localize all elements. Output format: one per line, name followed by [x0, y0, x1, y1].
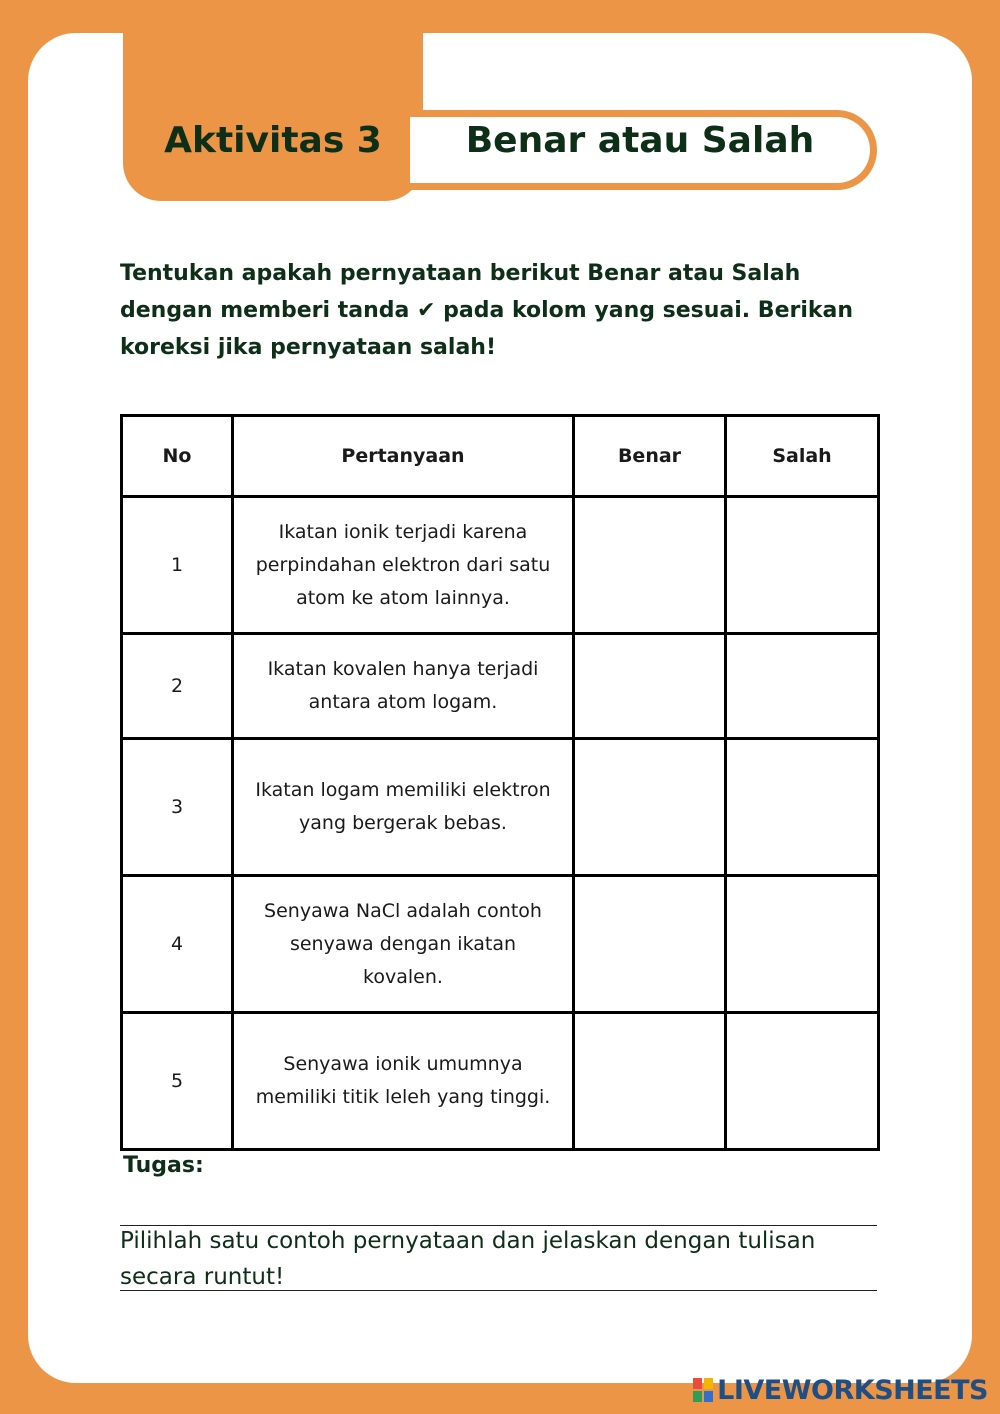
row-number: 3: [122, 739, 233, 876]
row-number: 5: [122, 1013, 233, 1150]
table-header-row: [122, 416, 879, 497]
row-number: 4: [122, 876, 233, 1013]
logo-square-yellow: [704, 1378, 713, 1389]
header-no: No: [122, 416, 233, 497]
true-false-table: [120, 414, 880, 1151]
row-number: 2: [122, 634, 233, 739]
instructions-part1: Tentukan apakah pernyataan berikut Benar atau Salah dengan memberi tanda: [120, 261, 801, 323]
table-row: [122, 876, 879, 1013]
instructions-part2: pada kolom yang sesuai. Berikan koreksi jika pernyataan salah!: [120, 298, 854, 360]
benar-cell[interactable]: [574, 497, 726, 634]
instructions: [120, 255, 880, 366]
page-title: Benar atau Salah: [465, 120, 815, 161]
watermark-text: LIVEWORKSHEETS: [717, 1374, 988, 1406]
logo-square-blue: [704, 1391, 713, 1402]
benar-cell[interactable]: [574, 739, 726, 876]
row-statement: Ikatan ionik terjadi karena perpindahan elektron dari satu atom ke atom lainnya.: [233, 497, 574, 634]
salah-cell[interactable]: [726, 876, 879, 1013]
header-benar: Benar: [574, 416, 726, 497]
tugas-text: Pilihlah satu contoh pernyataan dan jelaskan dengan tulisan secara runtut!: [120, 1228, 816, 1290]
activity-tab: [123, 33, 423, 201]
salah-cell[interactable]: [726, 739, 879, 876]
salah-cell[interactable]: [726, 1013, 879, 1150]
benar-cell[interactable]: [574, 1013, 726, 1150]
tugas-label: Tugas:: [123, 1153, 204, 1178]
benar-cell[interactable]: [574, 876, 726, 1013]
logo-square-red: [693, 1378, 702, 1389]
row-statement: Ikatan kovalen hanya terjadi antara atom logam.: [233, 634, 574, 739]
table-row: [122, 1013, 879, 1150]
header-statement: Pertanyaan: [233, 416, 574, 497]
check-icon: ✔: [417, 298, 436, 323]
table-row: [122, 739, 879, 876]
row-number: 1: [122, 497, 233, 634]
salah-cell[interactable]: [726, 634, 879, 739]
liveworksheets-watermark: [693, 1373, 988, 1407]
row-statement: Ikatan logam memiliki elektron yang bergerak bebas.: [233, 739, 574, 876]
row-statement: Senyawa NaCl adalah contoh senyawa dengan ikatan kovalen.: [233, 876, 574, 1013]
activity-label: Aktivitas 3: [164, 120, 382, 161]
liveworksheets-logo-icon: [693, 1378, 713, 1402]
logo-square-green: [693, 1391, 702, 1402]
salah-cell[interactable]: [726, 497, 879, 634]
table-row: [122, 497, 879, 634]
header-salah: Salah: [726, 416, 879, 497]
benar-cell[interactable]: [574, 634, 726, 739]
row-statement: Senyawa ionik umumnya memiliki titik leleh yang tinggi.: [233, 1013, 574, 1150]
table-row: [122, 634, 879, 739]
